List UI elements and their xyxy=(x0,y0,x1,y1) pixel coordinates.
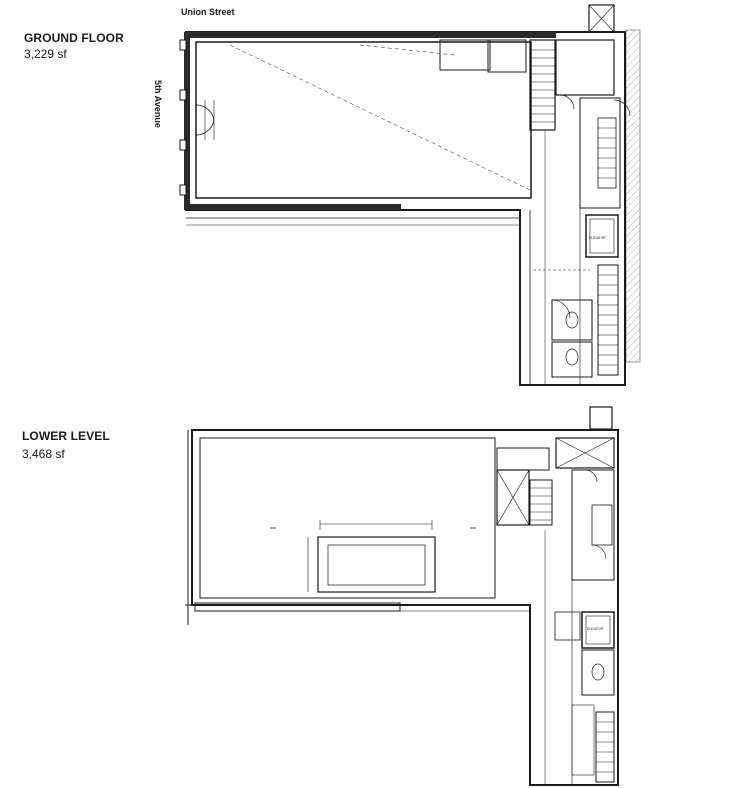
ground-stair-1 xyxy=(530,40,555,130)
ground-retail-space xyxy=(196,42,531,198)
ground-floor-title: GROUND FLOOR xyxy=(24,31,124,45)
lower-level-title: LOWER LEVEL xyxy=(22,429,110,443)
lower-stair-1 xyxy=(530,480,552,525)
lower-level-area: 3,468 sf xyxy=(22,447,65,461)
ground-north-room xyxy=(440,40,490,70)
ground-stair-2 xyxy=(598,265,618,375)
lower-elevator-label: ELEVATOR xyxy=(587,627,604,631)
lower-corridor xyxy=(572,470,614,580)
lower-level-plan xyxy=(185,407,618,785)
ground-mechanical-room xyxy=(556,40,614,95)
lower-stair-2 xyxy=(596,712,614,782)
lower-bulkhead xyxy=(590,407,612,429)
ground-north-facade xyxy=(186,32,556,38)
lower-restroom xyxy=(582,650,614,695)
fifth-avenue-label: 5th Avenue xyxy=(153,80,163,128)
ground-floor-area: 3,229 sf xyxy=(24,47,67,61)
lower-storage-space xyxy=(200,438,495,598)
lower-mechanical-room xyxy=(497,448,549,470)
lower-outer-wall xyxy=(192,430,618,785)
ground-floor-plan xyxy=(180,5,640,385)
union-street-label: Union Street xyxy=(181,7,235,17)
ground-hatched-party-wall xyxy=(626,30,640,362)
ground-restroom-2 xyxy=(552,342,592,377)
ground-restroom-1 xyxy=(552,300,592,340)
ground-elevator-label: ELEVATOR xyxy=(589,236,606,240)
ground-west-facade xyxy=(184,32,190,210)
ground-corridor xyxy=(580,98,620,208)
